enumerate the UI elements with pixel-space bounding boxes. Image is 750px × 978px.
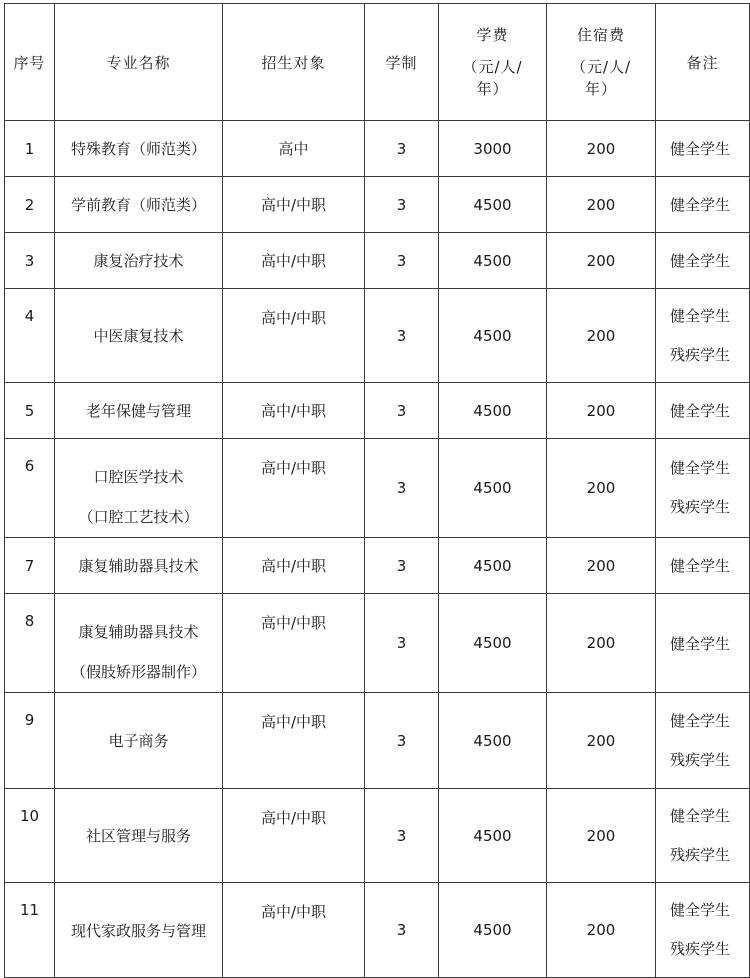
row-target: 高中/中职 xyxy=(223,177,365,233)
table-row xyxy=(5,177,750,233)
row-index: 6 xyxy=(5,439,55,538)
major-name-line: （口腔工艺技术） xyxy=(78,508,199,526)
table-row xyxy=(5,233,750,289)
row-years: 3 xyxy=(365,883,439,978)
remark-line: 健全学生 xyxy=(670,459,731,477)
row-lodging: 200 xyxy=(547,233,656,289)
remark-line: 健全学生 xyxy=(670,634,731,653)
row-target: 高中 xyxy=(223,121,365,177)
row-remarks xyxy=(656,594,750,693)
row-tuition: 4500 xyxy=(439,439,547,538)
enrollment-table xyxy=(4,3,750,978)
major-name-line: 特殊教育（师范类） xyxy=(70,140,206,158)
row-tuition: 4500 xyxy=(439,538,547,594)
row-major-name xyxy=(55,233,223,289)
major-name-line: 社区管理与服务 xyxy=(85,827,191,845)
remark-line: 残疾学生 xyxy=(670,345,731,364)
row-remarks xyxy=(656,693,750,789)
table-row xyxy=(5,121,750,177)
row-years: 3 xyxy=(365,693,439,789)
row-target: 高中/中职 xyxy=(223,383,365,439)
header-index: 序号 xyxy=(5,4,55,121)
row-target: 高中/中职 xyxy=(223,538,365,594)
header-tuition-unit: （元/人/年） xyxy=(462,58,523,98)
header-lodging-label: 住宿费 xyxy=(576,26,625,44)
row-years: 3 xyxy=(365,233,439,289)
row-major-name xyxy=(55,789,223,883)
row-target: 高中/中职 xyxy=(223,233,365,289)
row-major-name xyxy=(55,177,223,233)
remark-line: 残疾学生 xyxy=(670,845,731,864)
row-index: 8 xyxy=(5,594,55,693)
row-major-name xyxy=(55,594,223,693)
row-lodging: 200 xyxy=(547,177,656,233)
table-body xyxy=(5,121,750,978)
row-tuition: 4500 xyxy=(439,883,547,978)
row-tuition: 4500 xyxy=(439,693,547,789)
row-tuition: 4500 xyxy=(439,594,547,693)
major-name-line: 现代家政服务与管理 xyxy=(70,921,206,940)
remark-line: 健全学生 xyxy=(670,711,731,730)
remark-line: 健全学生 xyxy=(670,306,731,325)
header-lodging xyxy=(547,4,656,121)
table-row xyxy=(5,883,750,978)
row-tuition: 4500 xyxy=(439,233,547,289)
major-name-line: 电子商务 xyxy=(108,732,169,750)
remark-line: 健全学生 xyxy=(670,140,731,158)
header-years: 学制 xyxy=(365,4,439,121)
major-name-line: 康复辅助器具技术 xyxy=(78,557,199,575)
major-name-line: 口腔医学技术 xyxy=(93,468,184,486)
row-tuition: 4500 xyxy=(439,383,547,439)
row-remarks xyxy=(656,177,750,233)
row-remarks xyxy=(656,289,750,383)
table-row xyxy=(5,439,750,538)
remark-line: 健全学生 xyxy=(670,806,731,825)
row-years: 3 xyxy=(365,177,439,233)
row-index: 4 xyxy=(5,289,55,383)
table-row xyxy=(5,538,750,594)
row-target: 高中/中职 xyxy=(223,693,365,789)
major-name-line: 康复辅助器具技术 xyxy=(78,623,199,641)
header-lodging-unit: （元/人/年） xyxy=(570,58,632,98)
remark-line: 健全学生 xyxy=(670,196,731,214)
row-major-name xyxy=(55,439,223,538)
table-row xyxy=(5,789,750,883)
row-target: 高中/中职 xyxy=(223,883,365,978)
header-tuition xyxy=(439,4,547,121)
row-index: 5 xyxy=(5,383,55,439)
row-years: 3 xyxy=(365,538,439,594)
remark-line: 健全学生 xyxy=(670,252,731,270)
row-tuition: 4500 xyxy=(439,789,547,883)
row-index: 1 xyxy=(5,121,55,177)
row-lodging: 200 xyxy=(547,693,656,789)
remark-line: 健全学生 xyxy=(670,901,731,919)
header-major: 专业名称 xyxy=(55,4,223,121)
row-tuition: 3000 xyxy=(439,121,547,177)
row-major-name xyxy=(55,693,223,789)
row-target: 高中/中职 xyxy=(223,789,365,883)
row-major-name xyxy=(55,883,223,978)
row-target: 高中/中职 xyxy=(223,594,365,693)
remark-line: 健全学生 xyxy=(670,402,731,420)
major-name-line: 康复治疗技术 xyxy=(93,252,184,270)
header-target: 招生对象 xyxy=(223,4,365,121)
table-row xyxy=(5,383,750,439)
row-lodging: 200 xyxy=(547,594,656,693)
header-tuition-label: 学费 xyxy=(476,26,509,44)
row-years: 3 xyxy=(365,289,439,383)
row-target: 高中/中职 xyxy=(223,289,365,383)
major-name-line: 学前教育（师范类） xyxy=(70,196,206,214)
row-lodging: 200 xyxy=(547,121,656,177)
row-major-name xyxy=(55,121,223,177)
row-lodging: 200 xyxy=(547,439,656,538)
remark-line: 残疾学生 xyxy=(670,750,731,769)
row-remarks xyxy=(656,121,750,177)
header-remarks: 备注 xyxy=(656,4,750,121)
table-row xyxy=(5,594,750,693)
header-row xyxy=(5,4,750,121)
row-lodging: 200 xyxy=(547,883,656,978)
row-lodging: 200 xyxy=(547,789,656,883)
row-remarks xyxy=(656,538,750,594)
row-lodging: 200 xyxy=(547,289,656,383)
major-name-line: 老年保健与管理 xyxy=(85,402,191,420)
row-tuition: 4500 xyxy=(439,177,547,233)
row-major-name xyxy=(55,289,223,383)
row-index: 3 xyxy=(5,233,55,289)
row-index: 2 xyxy=(5,177,55,233)
remark-line: 残疾学生 xyxy=(670,498,731,516)
row-index: 9 xyxy=(5,693,55,789)
row-index: 11 xyxy=(5,883,55,978)
remark-line: 残疾学生 xyxy=(670,940,731,958)
row-remarks xyxy=(656,383,750,439)
row-remarks xyxy=(656,789,750,883)
row-lodging: 200 xyxy=(547,383,656,439)
table-row xyxy=(5,289,750,383)
major-name-line: 中医康复技术 xyxy=(93,327,184,345)
row-years: 3 xyxy=(365,383,439,439)
row-major-name xyxy=(55,538,223,594)
remark-line: 健全学生 xyxy=(670,557,731,575)
row-years: 3 xyxy=(365,439,439,538)
row-index: 10 xyxy=(5,789,55,883)
row-years: 3 xyxy=(365,594,439,693)
row-remarks xyxy=(656,883,750,978)
row-major-name xyxy=(55,383,223,439)
row-years: 3 xyxy=(365,121,439,177)
table-row xyxy=(5,693,750,789)
row-tuition: 4500 xyxy=(439,289,547,383)
row-remarks xyxy=(656,233,750,289)
row-index: 7 xyxy=(5,538,55,594)
row-target: 高中/中职 xyxy=(223,439,365,538)
row-remarks xyxy=(656,439,750,538)
row-lodging: 200 xyxy=(547,538,656,594)
row-years: 3 xyxy=(365,789,439,883)
major-name-line: （假肢矫形器制作） xyxy=(70,663,206,681)
